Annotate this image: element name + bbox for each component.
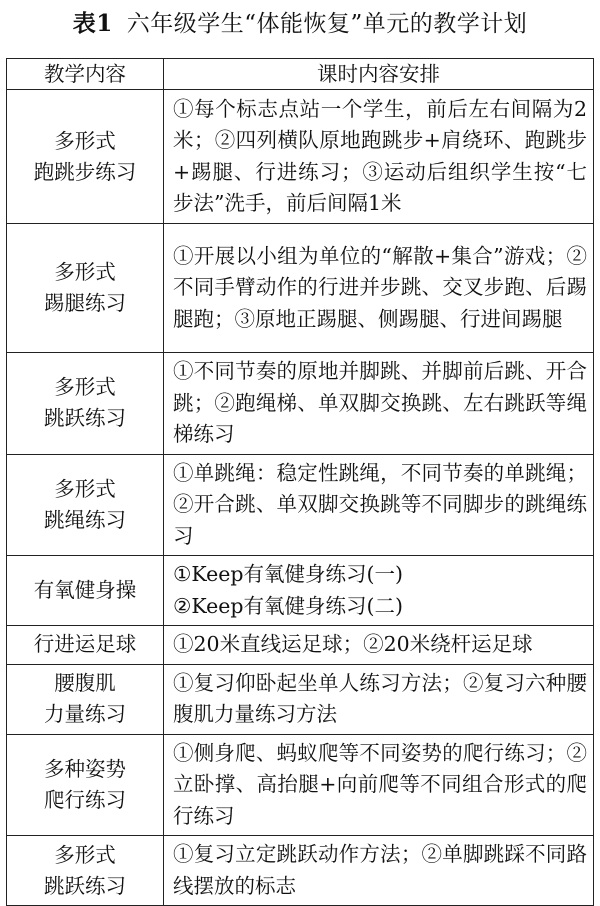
topic-line: 多形式	[54, 842, 116, 867]
row-content: ①复习仰卧起坐单人练习方法；②复习六种腰腹肌力量练习方法	[164, 664, 594, 734]
content-line: ②Keep有氧健身练习(二)	[173, 593, 404, 618]
row-topic	[7, 836, 164, 906]
teaching-plan-table	[6, 58, 594, 906]
table-caption	[0, 6, 600, 42]
topic-line: 行进运足球	[33, 632, 137, 657]
row-topic	[7, 626, 164, 665]
row-content: ①侧身爬、蚂蚁爬等不同姿势的爬行练习；②立卧撑、高抬腿+向前爬等不同组合形式的爬行练习	[164, 734, 594, 836]
topic-line: 有氧健身操	[33, 578, 137, 602]
topic-line: 跳绳练习	[44, 507, 126, 532]
topic-line: 跑跳步练习	[33, 159, 137, 184]
table-row	[7, 734, 594, 836]
topic-line: 跳跃练习	[44, 873, 126, 898]
topic-line: 爬行练习	[44, 787, 126, 812]
row-topic	[7, 90, 164, 224]
table-title: 六年级学生“体能恢复”单元的教学计划	[126, 11, 528, 37]
topic-line: 跳跃练习	[44, 406, 126, 431]
row-content: ①复习立定跳跃动作方法；②单脚跳踩不同路线摆放的标志	[164, 836, 594, 906]
header-teaching-content: 教学内容	[7, 59, 164, 90]
topic-line: 多形式	[54, 128, 116, 153]
topic-line: 多种姿势	[44, 756, 126, 781]
header-lesson-arrangement: 课时内容安排	[164, 59, 594, 90]
table-header-row	[7, 59, 594, 90]
row-content: ①20米直线运足球；②20米绕杆运足球	[164, 626, 594, 665]
row-topic	[7, 353, 164, 455]
topic-line: 力量练习	[44, 702, 126, 726]
table-row	[7, 353, 594, 455]
row-topic	[7, 734, 164, 836]
row-content: ①单跳绳：稳定性跳绳，不同节奏的单跳绳；②开合跳、单双脚交换跳等不同脚步的跳绳练习	[164, 454, 594, 556]
topic-line: 多形式	[54, 260, 116, 284]
table-number: 表1	[72, 10, 113, 37]
table-row	[7, 90, 594, 224]
row-topic	[7, 664, 164, 734]
row-topic	[7, 454, 164, 556]
table-row	[7, 836, 594, 906]
table-row	[7, 454, 594, 556]
table-row	[7, 664, 594, 734]
row-topic	[7, 224, 164, 353]
topic-line: 多形式	[54, 375, 116, 400]
row-content: ①开展以小组为单位的“解散+集合”游戏；②不同手臂动作的行进并步跳、交叉步跑、后踢腿跑；③原地正踢腿、侧踢腿、行进间踢腿	[164, 224, 594, 353]
topic-line: 多形式	[54, 476, 116, 501]
row-content	[164, 556, 594, 626]
row-topic	[7, 556, 164, 626]
topic-line: 踢腿练习	[44, 291, 126, 315]
table-row	[7, 626, 594, 665]
table-row	[7, 224, 594, 353]
table-row	[7, 556, 594, 626]
topic-line: 腰腹肌	[54, 671, 116, 695]
content-line: ①Keep有氧健身练习(一)	[173, 562, 404, 586]
row-content: ①不同节奏的原地并脚跳、并脚前后跳、开合跳；②跑绳梯、单双脚交换跳、左右跳跃等绳梯练习	[164, 353, 594, 455]
row-content: ①每个标志点站一个学生，前后左右间隔为2米；②四列横队原地跑跳步+肩绕环、跑跳步+踢腿、行进练习；③运动后组织学生按“七步法”洗手，前后间隔1米	[164, 90, 594, 224]
